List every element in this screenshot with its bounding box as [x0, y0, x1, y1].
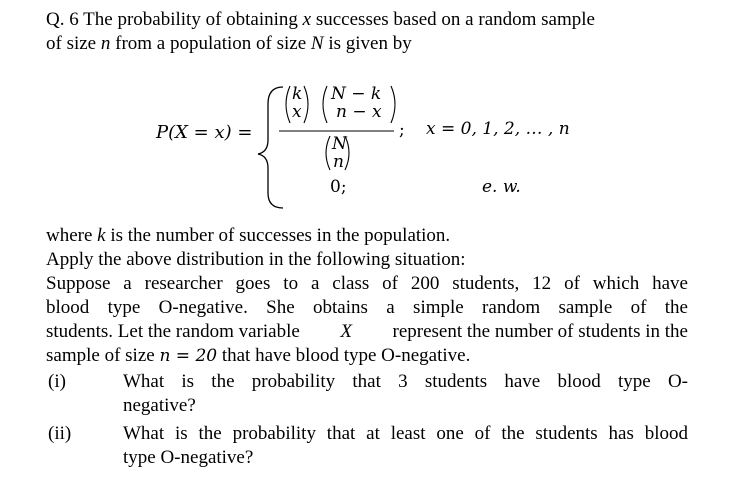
variable-n: n: [100, 33, 111, 54]
body-text: sample of size: [46, 345, 155, 366]
variable-N: N: [310, 33, 324, 54]
variable-X: X: [340, 321, 352, 342]
apply-line: Apply the above distribution in the following situation:: [46, 249, 466, 270]
paragraph-line-3: [46, 320, 688, 344]
part-text-line: negative?: [123, 395, 196, 416]
question-number: Q. 6: [46, 9, 79, 30]
body-text: is the number of successes in the population.: [110, 225, 451, 246]
where-line: [46, 224, 450, 248]
body-text: represent the number of students in the: [392, 321, 688, 342]
binom-k-bottom: x: [292, 102, 302, 122]
paragraph-line-2: blood type O-negative. She obtains a simple random sample of the: [46, 297, 688, 318]
paragraph-line-1: Suppose a researcher goes to a class of 200 students, 12 of which have: [46, 273, 688, 294]
variable-k: k: [97, 225, 106, 246]
binom-nx-bottom: n − x: [336, 102, 382, 122]
part-text-line: What is the probability that 3 students have blood type O-: [123, 371, 688, 392]
body-text: that have blood type O-negative.: [221, 345, 471, 366]
intro-text: is given by: [328, 33, 412, 54]
case2-condition: e. w.: [482, 177, 521, 197]
intro-text: The probability of obtaining: [83, 9, 298, 30]
case2-value: 0;: [330, 177, 347, 197]
part-text-line: What is the probability that at least one of the students has blood: [123, 423, 688, 444]
variable-x: x: [302, 9, 312, 30]
intro-text: from a population of size: [115, 33, 307, 54]
part-text-line: type O-negative?: [123, 447, 254, 468]
pmf-lhs: P(X = x) =: [156, 122, 253, 143]
case1-semicolon: ;: [399, 120, 405, 140]
part-label: (ii): [48, 423, 72, 444]
binom-Nk-top: N − k: [331, 84, 382, 104]
intro-text: successes based on a random sample: [315, 9, 595, 30]
binom-k-top: k: [292, 84, 303, 104]
binom-N-top: N: [332, 134, 347, 154]
sample-size-expr: n = 20: [159, 346, 218, 366]
part-label: (i): [48, 371, 66, 392]
body-text: students. Let the random variable: [46, 321, 300, 342]
body-text: where: [46, 225, 93, 246]
case1-condition: x = 0, 1, 2, … , n: [426, 119, 570, 139]
paragraph-line-4: [46, 344, 470, 368]
binom-n-bottom: n: [333, 152, 344, 172]
intro-text: of size: [46, 33, 97, 54]
